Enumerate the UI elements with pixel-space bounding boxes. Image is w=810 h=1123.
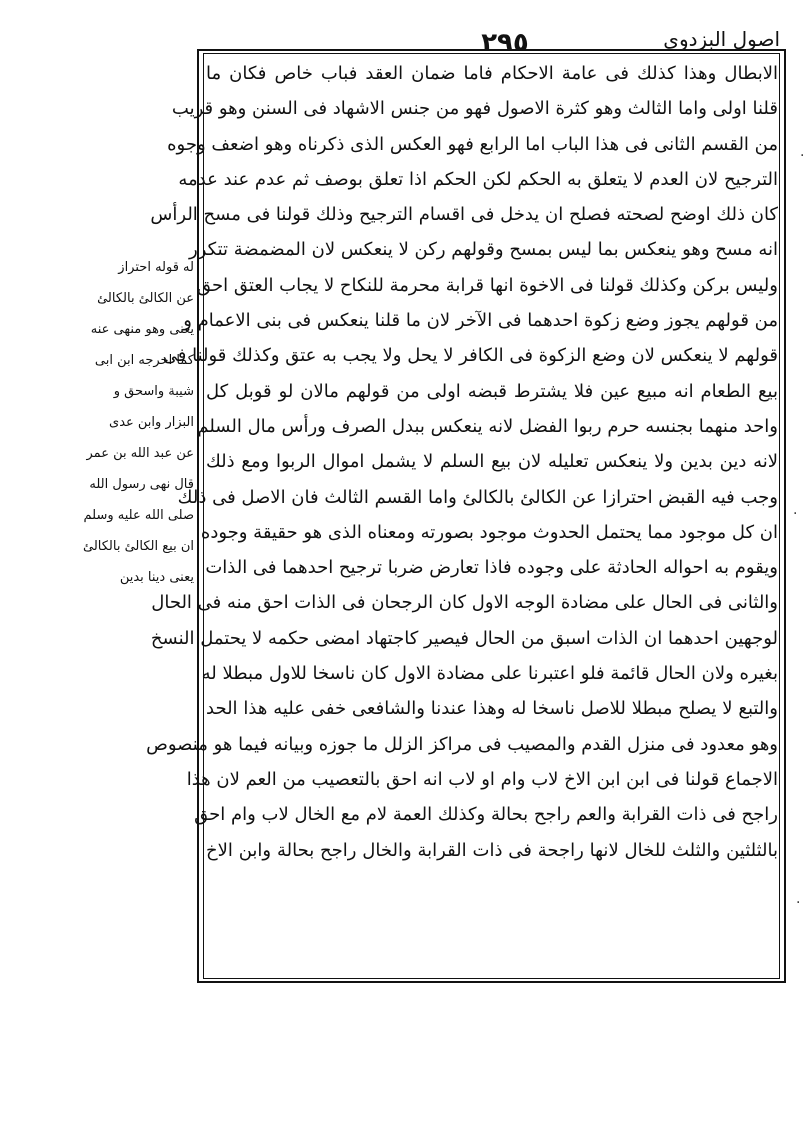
text-line: بالثلثين والثلث للخال لانها راجحة فى ذات القرابة والخال راجح بحالة وابن الاخ (206, 839, 778, 861)
paper-speck-mark: · (800, 148, 805, 164)
page-number: ٢٩٥ (481, 28, 529, 58)
footnote-line: قال نهى رسول الله (89, 477, 194, 492)
text-line: ان كل موجود مما يحتمل الحدوث موجود بصورته ومعناه الذى هو حقيقة وجوده (200, 521, 778, 543)
text-line: كان ذلك اوضح لصحته فصلح ان يدخل فى اقسام الترجيح وذلك قولنا فى مسح الرأس (150, 204, 778, 226)
book-title: اصول البزدوی (663, 27, 780, 51)
footnote-line: البزار وابن عدى (109, 415, 194, 430)
text-line: وليس بركن وكذلك قولنا فى الاخوة انها قرابة محرمة للنكاح لا يجاب العتق احق (196, 274, 778, 296)
margin-footnote (82, 252, 194, 593)
footnote-line: ان بيع الكالئ بالكالئ (82, 539, 194, 554)
footnote-line: كما اخرجه ابن ابى (94, 353, 194, 368)
text-line: والتبع لا يصلح مبطلا للاصل ناسخا له وهذا عندنا والشافعى خفى عليه هذا الحد (206, 698, 778, 720)
text-line: لانه دين بدين ولا ينعكس تعليله لان بيع السلم لا يشمل اموال الربوا ومع ذلك (206, 451, 778, 473)
footnote-line: عن الكالئ بالكالئ (97, 291, 194, 306)
text-line: من القسم الثانى فى هذا الباب اما الرابع فهو العكس الذى ذكرناه وهو اضعف وجوه (167, 133, 778, 155)
text-line: واحد منهما بجنسه حرم ربوا الفضل لانه ينعكس ببدل الصرف ورأس مال السلم (197, 415, 778, 437)
text-line: وهو معدود فى منزل القدم والمصيب فى مراكز الزلل ما جوزه وبيانه فيما هو منصوص (146, 733, 778, 755)
text-line: انه مسح وهو ينعكس بما ليس بمسح وقولهم ركن لا ينعكس لان المضمضة تتكرر (189, 239, 778, 261)
footnote-line: شيبة واسحق و (113, 384, 194, 399)
text-line: قلنا اولى واما الثالث وهو كثرة الاصول فهو من جنس الاشهاد فى السنن وهو قريب (171, 98, 778, 120)
text-line: بغيره ولان الحال قائمة فلو اعتبرنا على مضادة الاول كان ناسخا للاول مبطلا له (201, 663, 778, 685)
paper-speck-mark: · (793, 506, 798, 522)
text-line: الترجيح لان العدم لا يتعلق به الحكم لكن الحكم اذا تعلق بوصف ثم عدم عند عدمه (178, 168, 778, 190)
text-line: ويقوم به احواله الحادثة على وجوده فاذا تعارض ضربا ترجيح احدهما فى الذات (205, 557, 778, 579)
text-line: الابطال وهذا كذلك فى عامة الاحكام فاما ضمان العقد فباب خاص فكان ما (206, 63, 778, 84)
text-line: بيع الطعام انه مبيع عين فلا يشترط قبضه اولى من قولهم مالان لو قوبل كل (206, 380, 778, 402)
footnote-line: له قوله احتراز (118, 260, 194, 275)
text-line: من قولهم يجوز وضع زكوة احدهما فى الآخر لان ما قلنا ينعكس فى بنى الاعمام و (183, 310, 778, 332)
paper-speck-mark: · (796, 895, 801, 911)
text-line: والثانى فى الحال على مضادة الوجه الاول كان الرجحان فى الذات احق منه فى الحال (151, 592, 778, 614)
text-line: راجح فى ذات القرابة والعم راجح بحالة وكذلك العمة لام مع الخال لاب وام احق (194, 804, 778, 826)
text-line: قولهم لا ينعكس لان وضع الزكوة فى الكافر لا يحل ولا يجب به عتق وكذلك قولنا فى (162, 345, 778, 367)
text-line: وجب فيه القبض احترازا عن الكالئ بالكالئ واما القسم الثالث فان الاصل فى ذلك (177, 486, 778, 508)
footnote-line: عن عبد الله بن عمر (86, 446, 194, 461)
text-line: لوجهين احدهما ان الذات اسبق من الحال فيصير كاجتهاد امضى حكمه لا يحتمل النسخ (150, 627, 778, 649)
text-line: الاجماع قولنا فى ابن ابن الاخ لاب وام او لاب انه احق بالتعصيب من العم لان هذا (186, 768, 778, 790)
footnote-line: يعنى وهو منهى عنه (90, 322, 194, 337)
footnote-line: يعنى دينا بدين (119, 570, 194, 585)
footnote-line: صلى الله عليه وسلم (83, 508, 194, 523)
